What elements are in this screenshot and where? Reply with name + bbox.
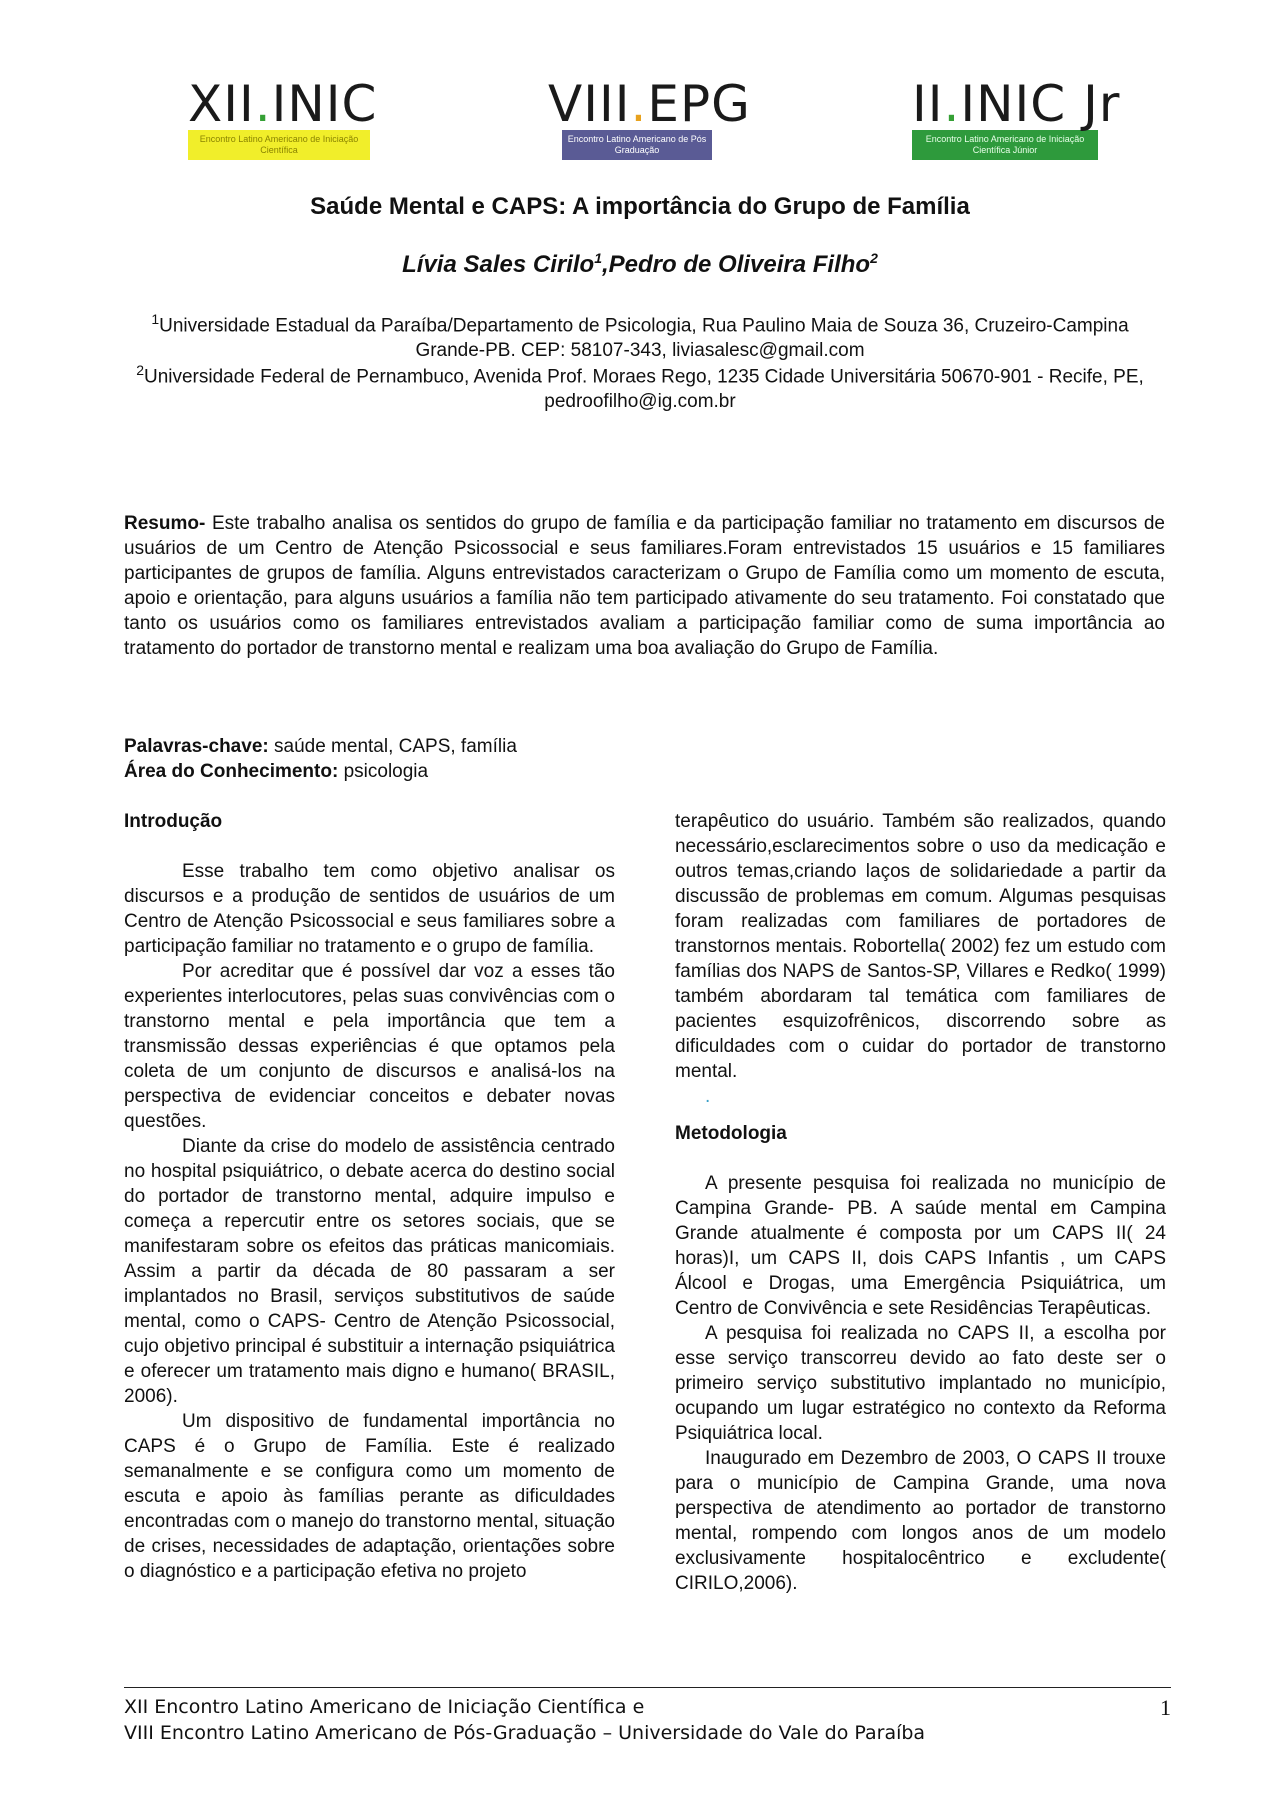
footer-rule [124,1687,1171,1688]
logo-epg-band: Encontro Latino Americano de Pós Graduação [562,130,712,160]
logo-xii-inic [188,75,378,156]
footer-line-2: VIII Encontro Latino Americano de Pós-Graduação – Universidade do Vale do Paraíba [124,1722,926,1744]
page-number: 1 [1160,1695,1171,1720]
logo-ii-inic-jr [912,75,1121,156]
author-1: Lívia Sales Cirilo [402,251,595,278]
abstract-label: Resumo- [124,513,206,534]
method-paragraph: A pesquisa foi realizada no CAPS II, a escolha por esse serviço transcorreu devido ao fato deste ser o primeiro serviço substitutivo implantado no município, ocupando um lugar estratégico no contexto da Reforma Psiquiátrica local. [675,1323,1166,1444]
footer [124,1694,1024,1746]
keywords: Palavras-chave: saúde mental, CAPS, família [124,736,517,757]
left-column [124,809,615,1584]
intro-paragraph: Esse trabalho tem como objetivo analisar os discursos e a produção de sentidos de usuários de um Centro de Atenção Psicossocial e seus familiares sobre a participação familiar no tratamento e o grupo de família. [124,861,615,957]
logo-inic-mark: XII.INIC [188,75,378,133]
abstract-text: Este trabalho analisa os sentidos do grupo de família e da participação familiar no tratamento em discursos de usuários de um Centro de Atenção Psicossocial e seus familiares.Foram entrevistados 15 usuários e 15 familiares participantes de grupos de família. Alguns entrevistados caracterizam o Grupo de Família como um momento de escuta, apoio e orientação, para alguns usuários a família não tem participado ativamente do seu tratamento. Foi constatado que tanto os usuários como os familiares entrevistados avaliam a participação familiar como de suma importância ao tratamento do portador de transtorno mental e realizam uma boa avaliação do Grupo de Família. [124,513,1165,659]
logo-jr-band: Encontro Latino Americano de Iniciação Científica Júnior [912,130,1098,160]
footer-line-1: XII Encontro Latino Americano de Iniciação Científica e [124,1696,645,1718]
logo-viii-epg [548,75,751,156]
method-paragraph: A presente pesquisa foi realizada no município de Campina Grande- PB. A saúde mental em Campina Grande atualmente é composta por um CAPS II( 24 horas)I, um CAPS II, dois CAPS Infantis , um CAPS Álcool e Drogas, uma Emergência Psiquiátrica, um Centro de Convivência e sete Residências Terapêuticas. [675,1173,1166,1319]
logo-inic-band: Encontro Latino Americano de Iniciação Científica [188,130,370,160]
intro-paragraph: Diante da crise do modelo de assistência centrado no hospital psiquiátrico, o debate acerca do destino social do portador de transtorno mental, adquire impulso e começa a repercutir entre os setores sociais, que se manifestaram sobre os efeitos das práticas manicomiais. Assim a partir da década de 80 passaram a ser implantados no Brasil, serviços substitutivos de saúde mental, como o CAPS- Centro de Atenção Psicossocial, cujo objetivo principal é substituir a internação psiquiátrica e oferecer um tratamento mais digno e humano( BRASIL, 2006). [124,1136,615,1407]
intro-paragraph-continued: terapêutico do usuário. Também são realizados, quando necessário,esclarecimentos sobre o uso da medicação e outros temas,criando laços de solidariedade a partir da discussão de problemas em comum. Algumas pesquisas foram realizadas com familiares de portadores de transtornos mentais. Robortella( 2002) fez um estudo com famílias dos NAPS de Santos-SP, Villares e Redko( 1999) também abordaram tal temática com familiares de pacientes esquizofrênicos, discorrendo sobre as dificuldades com o cuidar do portador de transtorno mental. [675,811,1166,1082]
intro-paragraph: Um dispositivo de fundamental importância no CAPS é o Grupo de Família. Este é realizado semanalmente e se configura como um momento de escuta e apoio às famílias perante as dificuldades encontradas com o manejo do transtorno mental, situação de crises, necessidades de adaptação, orientações sobre o diagnóstico e a participação efetiva no projeto [124,1411,615,1582]
abstract [124,511,1165,661]
section-heading-introducao: Introdução [124,811,223,832]
section-heading-metodologia: Metodologia [675,1123,787,1144]
stray-dot: . [705,1086,711,1107]
affiliation-1: $^1$Universidade Estadual da Paraíba/Departamento de Psicologia, Rua Paulino Maia de Souza 36, Cruzeiro-Campina Grande-PB. CEP: 58107-343, liviasalesc@gmail.com [151,311,1129,362]
author-2: ,Pedro de Oliveira Filho [602,251,871,278]
intro-paragraph: Por acreditar que é possível dar voz a esses tão experientes interlocutores, pelas suas convivências com o transtorno mental e pela importância que tem a transmissão dessas experiências é que optamos pela coleta de um conjunto de discursos e analisá-los na perspectiva de evidenciar conceitos e debater novas questões. [124,961,615,1132]
affiliation-2: $^2$Universidade Federal de Pernambuco, Avenida Prof. Moraes Rego, 1235 Cidade Universitária 50670-901 - Recife, PE, pedroofilho@ig.com.br [136,362,1144,413]
logo-epg-mark: VIII.EPG [548,75,751,133]
paper-title: Saúde Mental e CAPS: A importância do Grupo de Família [310,193,970,220]
knowledge-area: Área do Conhecimento: psicologia [124,761,429,782]
method-paragraph: Inaugurado em Dezembro de 2003, O CAPS II trouxe para o município de Campina Grande, uma nova perspectiva de atendimento ao portador de transtorno mental, rompendo com longos anos de um modelo exclusivamente hospitalocêntrico e excludente( CIRILO,2006). [675,1448,1166,1594]
logo-jr-mark: II.INIC Jr [912,75,1121,133]
paper-authors: Lívia Sales Cirilo$^1$,Pedro de Oliveira Filho$^2$ [402,250,878,278]
right-column [675,809,1166,1596]
